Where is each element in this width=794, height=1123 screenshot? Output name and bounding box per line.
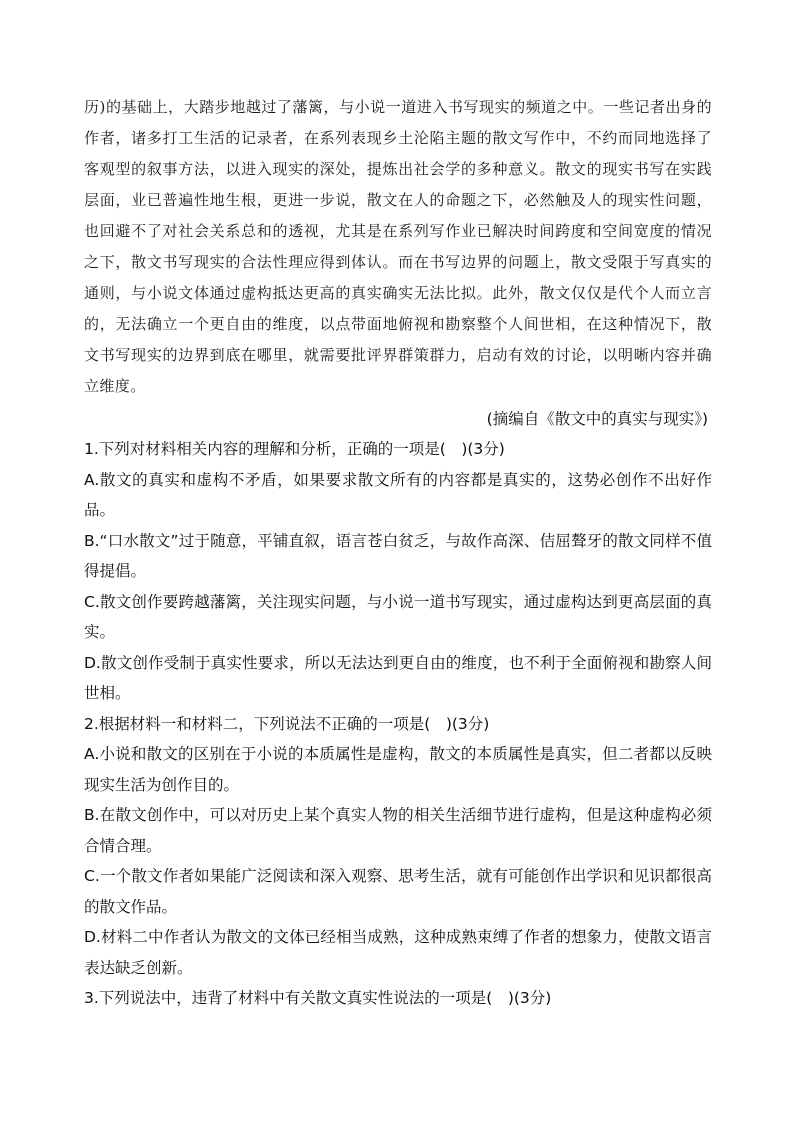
question-2-option-b: B.在散文创作中，可以对历史上某个真实人物的相关生活细节进行虚构，但是这种虚构必须合情合理。 [84, 806, 712, 855]
question-1-option-c: C.散文创作要跨越藩篱，关注现实问题，与小说一道书写现实，通过虚构达到更高层面的真实。 [84, 592, 712, 641]
question-2-option-d: D.材料二中作者认为散文的文体已经相当成熟，这种成熟束缚了作者的想象力，使散文语言表达缺乏创新。 [84, 928, 712, 977]
question-1-option-d: D.散文创作受制于真实性要求，所以无法达到更自由的维度，也不利于全面俯视和勘察人间世相。 [84, 653, 712, 702]
passage-source: (摘编自《散文中的真实与现实》) [486, 410, 708, 428]
question-1-option-a: A.散文的真实和虚构不矛盾，如果要求散文所有的内容都是真实的，这势必创作不出好作品。 [84, 470, 712, 519]
question-3-stem: 3.下列说法中，违背了材料中有关散文真实性说法的一项是( )(3分) [84, 989, 552, 1007]
question-1-stem: 1.下列对材料相关内容的理解和分析，正确的一项是( )(3分) [84, 440, 505, 458]
questions-section [84, 434, 712, 1014]
question-2-option-c: C.一个散文作者如果能广泛阅读和深入观察、思考生活，就有可能创作出学识和见识都很高的散文作品。 [84, 867, 712, 916]
passage-text: 历)的基础上，大踏步地越过了藩篱，与小说一道进入书写现实的频道之中。一些记者出身的作者，诸多打工生活的记录者，在系列表现乡土沦陷主题的散文写作中，不约而同地选择了客观型的叙事方法，以进入现实的深处，提炼出社会学的多种意义。散文的现实书写在实践层面，业已普遍性地生根，更进一步说，散文在人的命题之下，必然触及人的现实性问题，也回避不了对社会关系总和的透视，尤其是在系列写作业已解决时间跨度和空间宽度的情况之下，散文书写现实的合法性理应得到体认。而在书写边界的问题上，散文受限于写真实的通则，与小说文体通过虚构抵达更高的真实确实无法比拟。此外，散文仅仅是代个人而立言的，无法确立一个更自由的维度，以点带面地俯视和勘察整个人间世相，在这种情况下，散文书写现实的边界到底在哪里，就需要批评界群策群力，启动有效的讨论，以明晰内容并确立维度。 [84, 98, 712, 395]
question-2-option-a: A.小说和散文的区别在于小说的本质属性是虚构，散文的本质属性是真实，但二者都以反映现实生活为创作目的。 [84, 745, 712, 794]
question-2-stem: 2.根据材料一和材料二，下列说法不正确的一项是( )(3分) [84, 714, 490, 733]
question-1-option-b: B.“口水散文”过于随意，平铺直叙，语言苍白贫乏，与故作高深、佶屈聱牙的散文同样不值得提倡。 [84, 531, 712, 580]
